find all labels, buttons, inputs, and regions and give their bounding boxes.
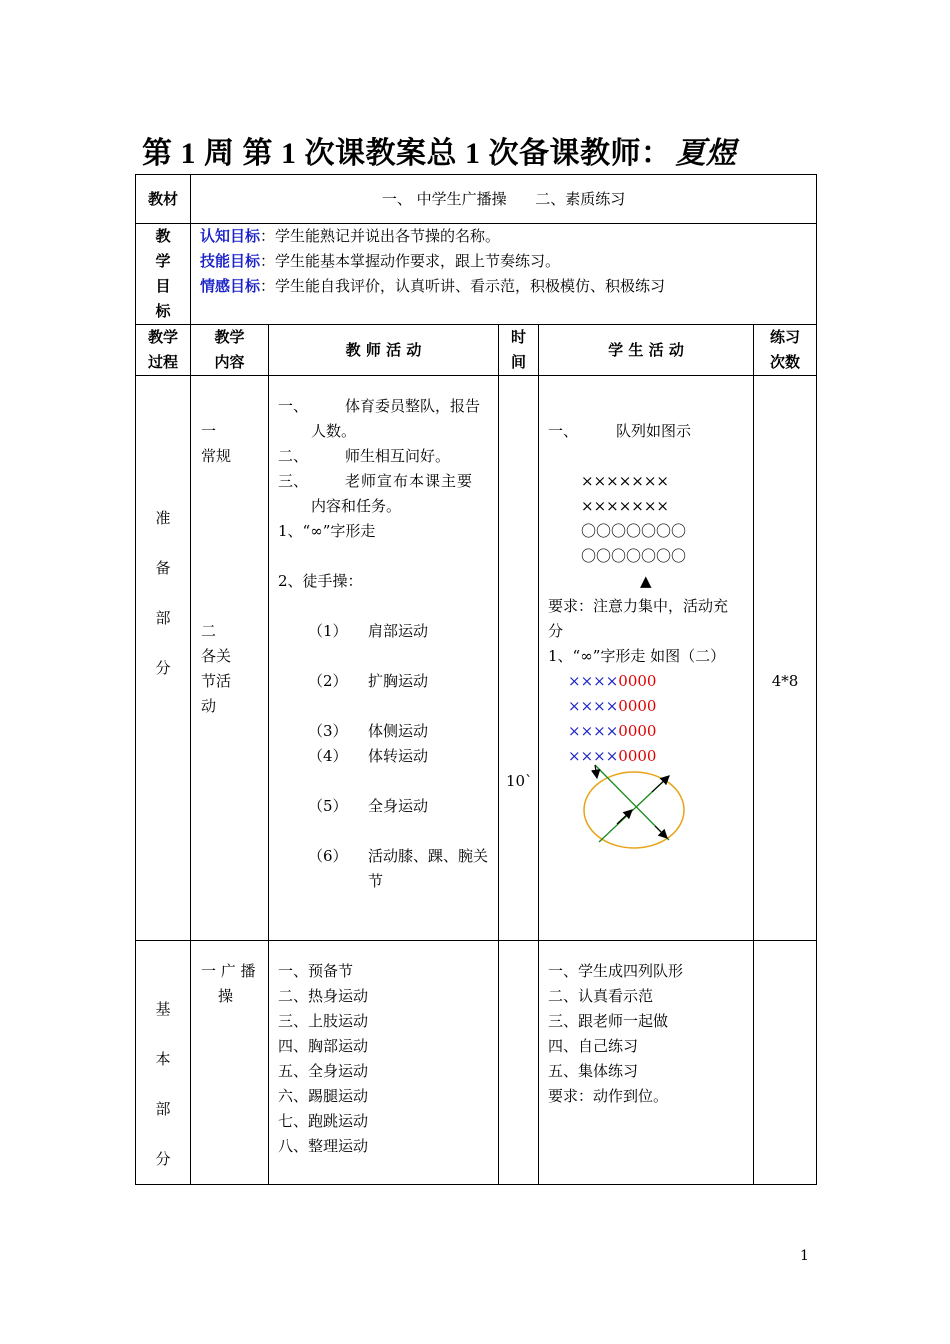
formation-row: ××××××× [581, 497, 669, 515]
basic-student-activity [539, 941, 754, 1185]
prep-part: 准 备 部 分 [136, 376, 191, 941]
goals-content [191, 224, 817, 325]
prep-content: 一 常规 二 各关 节活 动 [191, 376, 269, 941]
prep-row [136, 376, 817, 941]
header-teacher-activity: 教 师 活 动 [269, 325, 499, 376]
broadcast-section: 五、全身运动 [278, 1062, 369, 1080]
page-title [142, 128, 737, 172]
material-row [136, 175, 817, 224]
goals-label [136, 224, 191, 325]
basic-teacher-activity [269, 941, 499, 1185]
student-step: 一、学生成四列队形 [548, 962, 684, 980]
broadcast-section: 三、上肢运动 [278, 1012, 369, 1030]
goals-label-char: 教 [155, 227, 171, 245]
goals-label-char: 标 [155, 302, 171, 320]
walk-ellipse [584, 772, 684, 848]
prep-time: 10` [499, 376, 539, 941]
exercise-item: （6） 活动膝、踝、腕关 [308, 847, 489, 865]
teacher-position-icon: ▲ [640, 572, 652, 590]
prep-reps: 4*8 [754, 376, 817, 941]
header-student-activity: 学 生 活 动 [539, 325, 754, 376]
broadcast-section: 二、热身运动 [278, 987, 369, 1005]
student-step: 四、自己练习 [548, 1037, 639, 1055]
broadcast-section: 六、踢腿运动 [278, 1087, 369, 1105]
header-content: 教学 内容 [191, 325, 269, 376]
broadcast-section: 四、胸部运动 [278, 1037, 369, 1055]
goal-label-affective: 情感目标 [200, 277, 261, 295]
goal-text-affective: ：学生能自我评价，认真听讲、看示范，积极模仿、积极练习 [260, 277, 666, 295]
title-main: 第 1 周 第 1 次课教案总 1 次备课教师： [142, 137, 672, 170]
walk-row: ××××0000 [568, 672, 657, 690]
exercise-item: （5） 全身运动 [308, 797, 429, 815]
prep-teacher-activity: 一、 体育委员整队，报告 人数。 二、 师生相互问好。 三、 老师宣布本课主要 内容和任务。 1、“∞”字形走 2、徒手操： （1） 肩部运动 （2） 扩胸运动 （3） 体侧运动 （4） 体转运动 （5） 全身运动 （6） 活动膝、踝、腕关 节 [269, 376, 499, 941]
goal-label-skill: 技能目标 [200, 252, 261, 270]
basic-time [499, 941, 539, 1185]
arrow-3 [617, 810, 632, 824]
page-number: 1 [800, 1248, 809, 1264]
exercise-item: （2） 扩胸运动 [308, 672, 429, 690]
student-step: 五、集体练习 [548, 1062, 639, 1080]
header-reps: 练习 次数 [754, 325, 817, 376]
student-step: 二、认真看示范 [548, 987, 654, 1005]
goals-label-char: 目 [155, 277, 171, 295]
exercise-item: （4） 体转运动 [308, 747, 429, 765]
basic-reps [754, 941, 817, 1185]
header-row [136, 325, 817, 376]
exercise-item: （3） 体侧运动 [308, 722, 429, 740]
broadcast-section: 一、预备节 [278, 962, 354, 980]
exercise-item: （1） 肩部运动 [308, 622, 429, 640]
goal-text-cognitive: ：学生能熟记并说出各节操的名称。 [260, 227, 501, 245]
walk-row: ××××0000 [568, 697, 657, 715]
formation-row: 〇〇〇〇〇〇〇 [581, 547, 687, 565]
broadcast-section: 七、跑跳运动 [278, 1112, 369, 1130]
prep-student-activity: 一、 队列如图示 ××××××× ××××××× 〇〇〇〇〇〇〇 〇〇〇〇〇〇〇 ▲ 要求：注意力集中，活动充 分 1、“∞”字形走 如图（二） ××××0000 ××××0000 ××××0000 ××××0000 [539, 376, 754, 941]
goals-row [136, 224, 817, 325]
basic-content: 一 广 播 操 [191, 941, 269, 1185]
goals-label-char: 学 [155, 252, 171, 270]
student-step: 三、跟老师一起做 [548, 1012, 669, 1030]
walk-row: ××××0000 [568, 747, 657, 765]
broadcast-section: 八、整理运动 [278, 1137, 369, 1155]
figure-eight-diagram [577, 760, 687, 850]
lesson-plan-table [135, 174, 817, 1185]
student-step: 要求：动作到位。 [548, 1087, 669, 1105]
goal-label-cognitive: 认知目标 [200, 227, 261, 245]
teacher-signature: 夏煜 [675, 137, 737, 170]
goal-text-skill: ：学生能基本掌握动作要求，跟上节奏练习。 [260, 252, 561, 270]
formation-row: ××××××× [581, 472, 669, 490]
material-label: 教材 [136, 175, 191, 224]
basic-row [136, 941, 817, 1185]
header-time: 时 间 [499, 325, 539, 376]
formation-row: 〇〇〇〇〇〇〇 [581, 522, 687, 540]
basic-part: 基 本 部 分 [136, 941, 191, 1185]
header-process: 教学 过程 [136, 325, 191, 376]
material-content: 一、 中学生广播操 二、素质练习 [191, 175, 817, 224]
walk-row: ××××0000 [568, 722, 657, 740]
arrow-4 [655, 826, 667, 838]
